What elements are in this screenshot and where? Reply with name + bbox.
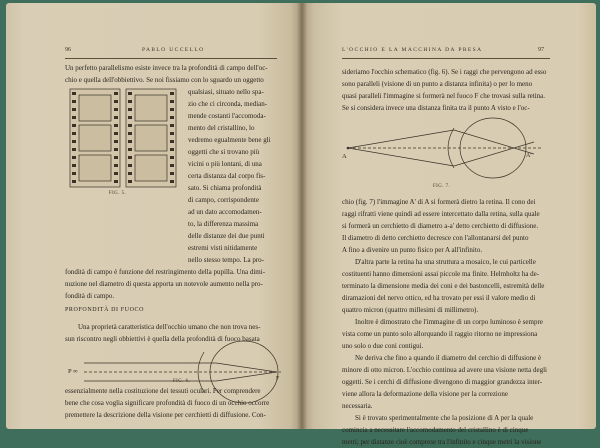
figure-5-caption: FIG. 5. <box>109 191 127 196</box>
text-line: Una proprietà caratteristica dell'occhio umano che non trova nes- <box>78 323 261 331</box>
figure-7-label-a-prime: A' <box>526 153 532 159</box>
text-line: sideriamo l'occhio schematico (fig. 6). Se i raggi che pervengono ad esso <box>342 68 547 76</box>
text-line: uno solo o due coni contigui. <box>342 342 424 350</box>
figure-7-eye-diagram <box>342 120 552 180</box>
text-line: nuzione nel diametro di questa apporta un notevole aumento nella pro- <box>65 280 263 288</box>
text-line: Si è trovato sperimentalmente che la posizione di A per la quale <box>355 414 534 422</box>
text-line: raggi rifratti viene quindi ad essere intercettato dalla retina, sulla quale <box>342 210 540 218</box>
text-line: A fino a divenire un punto fisico per A all'infinito. <box>342 246 483 254</box>
figure-7-caption: FIG. 7. <box>433 184 451 189</box>
right-page-number: 97 <box>538 47 544 53</box>
book-gutter <box>297 3 307 429</box>
text-line: mende costanti l'accomoda- <box>188 112 266 120</box>
text-line: to, la differenza massima <box>188 220 259 228</box>
left-running-head: PABLO UCCELLO <box>142 47 205 53</box>
text-line: premettere la descrizione della visione per cerchietti di diffusione. Con- <box>65 411 266 419</box>
text-line: metri; per distanze cioè comprese tra l'infinito e cinque metri la visione <box>342 438 542 446</box>
figure-6-label-f: F <box>276 376 280 382</box>
figure-7-label-a: A <box>342 153 347 160</box>
text-line: Un perfetto parallelismo esiste invece tra la profondità di campo dell'oc- <box>65 64 268 72</box>
figure-6-label-p: P ∞ <box>68 368 78 375</box>
text-line: comincia a necessitare l'accomodamento del cristallino è di cinque <box>342 426 529 434</box>
right-header-rule <box>342 58 550 59</box>
left-page <box>6 3 302 429</box>
text-line: vicini o più lontani, di una <box>188 160 262 168</box>
text-line: di campo, corrispondente <box>188 196 259 204</box>
figure-6-caption: FIG. 6. <box>173 379 191 384</box>
text-line: costituenti hanno dimensioni assai piccole ma finite. Helmholtz ha de- <box>342 270 540 278</box>
text-line: si formerà un cerchietto di diametro a-a' detto cerchietto di diffusione. <box>342 222 539 230</box>
left-header-rule <box>65 58 277 59</box>
text-line: necessaria. <box>342 402 373 410</box>
text-line: chio (fig. 7) l'immagine A' di A si formerà dietro la retina. Il cono dei <box>342 198 536 206</box>
text-line: ad un dato accomodamen- <box>188 208 262 216</box>
text-line: fondità di campo. <box>65 292 115 300</box>
text-line: terminato la dimensione media dei coni e dei bastoncelli, estremità delle <box>342 282 545 290</box>
text-line: chio e quella dell'obbiettivo. Se noi fissiamo con lo sguardo un oggetto <box>65 76 264 84</box>
text-line: sun riscontro negli obbiettivi è quella della profondità di fuoco basata <box>65 335 260 343</box>
text-line: essenzialmente nella costituzione dei tessuti oculari. Per comprendere <box>65 387 261 395</box>
text-line: Ne deriva che fino a quando il diametro del cerchio di diffusione è <box>355 354 542 362</box>
text-line: Il diametro di detto cerchietto decresce con l'allontanarsi del punto <box>342 234 529 242</box>
text-line: qualsiasi, situato nello spa- <box>188 88 264 96</box>
text-line: estremi visti nitidamente <box>188 244 258 252</box>
text-line: fondità di campo è funzione del restringimento della pupilla. Una dimi- <box>65 268 266 276</box>
text-line: nello stesso tempo. La pro- <box>188 256 265 264</box>
text-line: quasi paralleli l'immagine si formerà nel fuoco F che trovasi sulla retina. <box>342 92 546 100</box>
text-line: Se si considera invece una distanza finita tra il punto A visto e l'oc- <box>342 104 530 112</box>
right-running-head: L'OCCHIO E LA MACCHINA DA PRESA <box>342 47 483 53</box>
text-line: zio che ci circonda, median- <box>188 100 268 108</box>
text-line: sono paralleli (visione di un punto a distanza infinita) o per lo meno <box>342 80 533 88</box>
text-line: diramazioni del nervo ottico, ed ha trovato per essi il valore medio di <box>342 294 536 302</box>
text-line: bene che cosa voglia significare profondità di fuoco di un occhio occorre <box>65 399 270 407</box>
text-line: vista come un punto solo allorquando il raggio ritorno ne impressiona <box>342 330 538 338</box>
text-line: vedremo egualmente bene gli <box>188 136 271 144</box>
text-line: D'altra parte la retina ha una struttura a mosaico, le cui particelle <box>355 258 536 266</box>
text-line: oggetti che si trovano più <box>188 148 260 156</box>
text-line: sato. Si chiama profondità <box>188 184 262 192</box>
text-line: oggetti. Se i cerchi di diffusione divengono di maggior grandezza inter- <box>342 378 543 386</box>
open-book <box>6 3 596 446</box>
left-page-number: 96 <box>65 47 71 53</box>
text-line: delle distanze dei due punti <box>188 232 265 240</box>
text-line: minore di otto micron. L'occhio continua ad avere una visione netta degli <box>342 366 547 374</box>
text-line: Inoltre è dimostrato che l'immagine di un corpo luminoso è sempre <box>355 318 543 326</box>
right-page <box>302 3 596 446</box>
text-line: mento del cristallino, lo <box>188 124 255 132</box>
text-line: viene allora la deformazione della visione per la correzione <box>342 390 508 398</box>
figure-5-film-strips <box>68 89 180 189</box>
text-line: quattro micron (quattro millesimi di millimetro). <box>342 306 479 314</box>
text-line: certa distanza dal corpo fis- <box>188 172 266 180</box>
section-heading: PROFONDITÀ DI FUOCO <box>65 307 145 313</box>
